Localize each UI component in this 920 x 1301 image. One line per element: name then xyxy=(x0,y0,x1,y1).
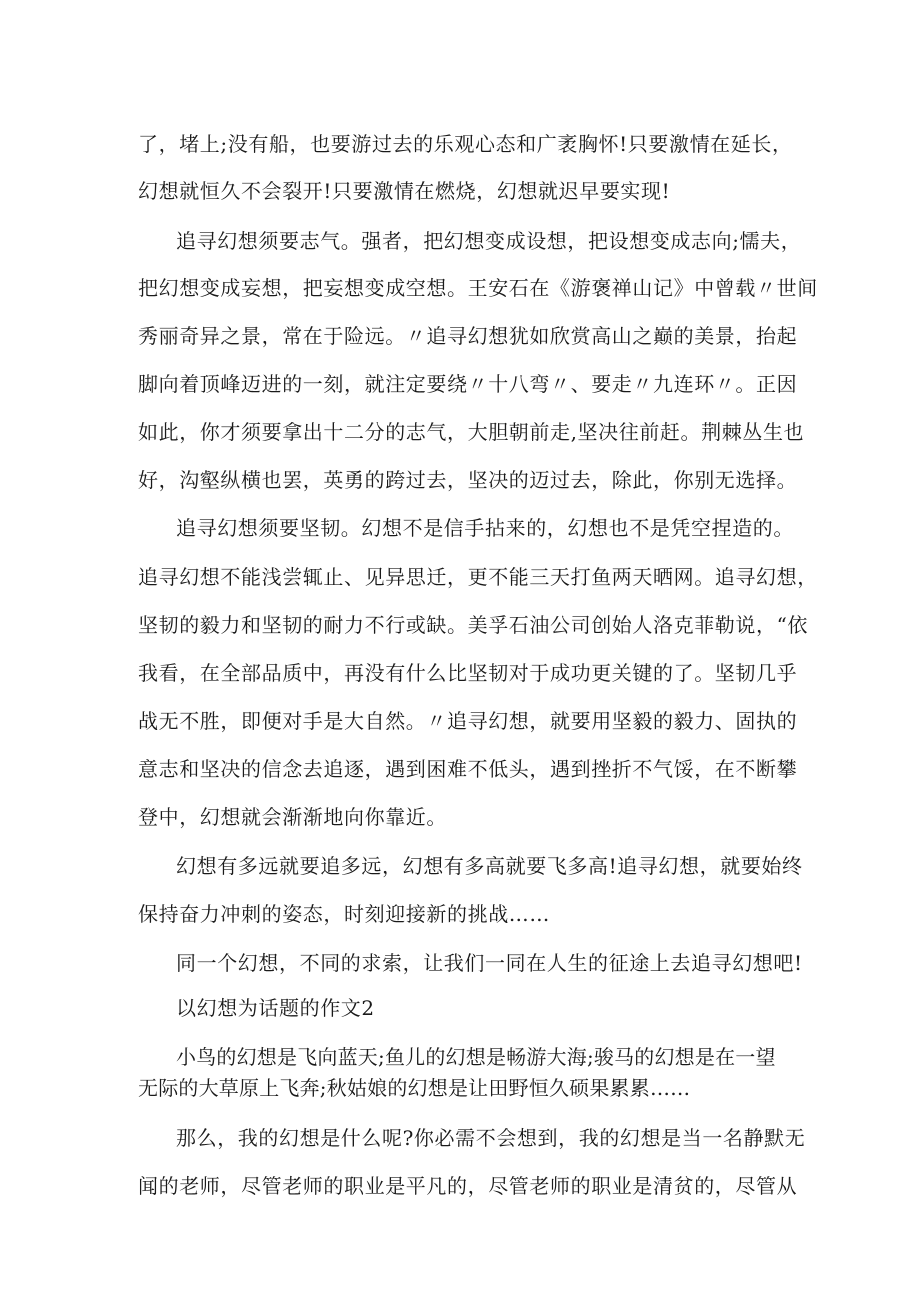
section-heading: 以幻想为话题的作文2 xyxy=(176,996,375,1020)
text-line: 脚向着顶峰迈进的一刻，就注定要绕〃十八弯〃、要走〃九连环〃。正因 xyxy=(138,372,798,396)
text-line: 了，堵上;没有船，也要游过去的乐观心态和广袤胸怀!只要激情在延长， xyxy=(138,132,793,156)
text-line: 战无不胜，即便对手是大自然。〃追寻幻想，就要用坚毅的毅力、固执的 xyxy=(138,709,798,733)
text-line: 好，沟壑纵横也罢，英勇的跨过去，坚决的迈过去，除此，你别无选择。 xyxy=(138,468,798,492)
text-line: 无际的大草原上飞奔;秋姑娘的幻想是让田野恒久硕果累累…… xyxy=(138,1076,691,1100)
text-line: 把幻想变成妄想，把妄想变成空想。王安石在《游褒禅山记》中曾载〃世间 xyxy=(138,276,818,300)
text-line: 坚韧的毅力和坚韧的耐力不行或缺。美孚石油公司创始人洛克菲勒说，“依 xyxy=(138,613,809,637)
text-line: 小鸟的幻想是飞向蓝天;鱼儿的幻想是畅游大海;骏马的幻想是在一望 xyxy=(176,1045,776,1069)
text-line: 追寻幻想不能浅尝辄止、见异思迁，更不能三天打鱼两天晒网。追寻幻想， xyxy=(138,565,818,589)
text-line: 那么，我的幻想是什么呢?你必需不会想到，我的幻想是当一名静默无 xyxy=(176,1126,806,1150)
text-line: 闻的老师，尽管老师的职业是平凡的，尽管老师的职业是清贫的，尽管从 xyxy=(138,1174,798,1198)
text-line: 如此，你才须要拿出十二分的志气，大胆朝前走,坚决往前赶。荆棘丛生也 xyxy=(138,420,805,444)
text-line: 保持奋力冲刺的姿态，时刻迎接新的挑战…… xyxy=(138,902,550,926)
text-line: 追寻幻想须要坚韧。幻想不是信手拈来的，幻想也不是凭空捏造的。 xyxy=(176,516,794,540)
text-line: 幻想就恒久不会裂开!只要激情在燃烧，幻想就迟早要实现! xyxy=(138,179,671,203)
text-line: 秀丽奇异之景，常在于险远。〃追寻幻想犹如欣赏高山之巅的美景，抬起 xyxy=(138,324,798,348)
text-line: 登中，幻想就会渐渐地向你靠近。 xyxy=(138,805,447,829)
text-line: 追寻幻想须要志气。强者，把幻想变成设想，把设想变成志向;懦夫， xyxy=(176,229,802,253)
text-line: 意志和坚决的信念去追逐，遇到困难不低头，遇到挫折不气馁，在不断攀 xyxy=(138,757,798,781)
text-line: 同一个幻想，不同的求索，让我们一同在人生的征途上去追寻幻想吧! xyxy=(176,951,803,975)
text-line: 幻想有多远就要追多远，幻想有多高就要飞多高!追寻幻想，就要始终 xyxy=(176,854,803,878)
text-line: 我看，在全部品质中，再没有什么比坚韧对于成功更关键的了。坚韧几乎 xyxy=(138,661,798,685)
